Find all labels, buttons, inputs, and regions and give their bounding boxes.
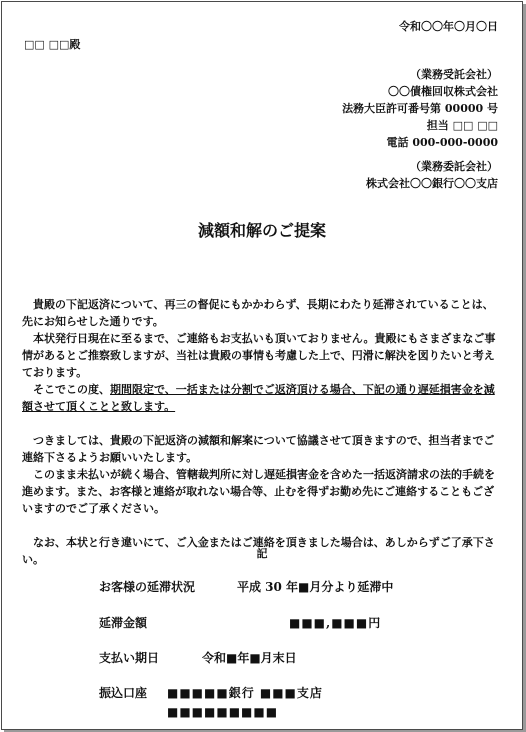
detail-deadline [99, 650, 297, 667]
sender-person: 担当 □□ □□ [426, 119, 498, 132]
account-number: ■■■■■■■■■ [167, 705, 279, 719]
addressee: □□ □□殿 [24, 38, 81, 51]
status-value: 平成 30 年■月分より延滞中 [237, 580, 394, 594]
detail-status [99, 579, 393, 596]
letter-date: 令和〇〇年〇月〇日 [399, 20, 498, 33]
sender-company: 〇〇債権回収株式会社 [388, 85, 498, 98]
body-paragraph-5: このまま未払いが続く場合、管轄裁判所に対し遅延損害金を含めた一括返済請求の法的手続を進めます。また、お客様と連絡が取れない場合等、止むを得ずお勤め先にご連絡することもございますのでご了承ください。 [22, 468, 495, 515]
sender-license: 法務大臣許可番号第 00000 号 [342, 102, 498, 115]
amount-label: 延滞金額 [99, 616, 148, 630]
deadline-label: 支払い期日 [99, 651, 160, 665]
letter-body [22, 296, 502, 568]
sender-role: （業務受託会社） [410, 68, 498, 81]
account-bank: ■■■■■銀行 ■■■支店 [167, 686, 323, 700]
letter-title: 減額和解のご提案 [197, 221, 326, 240]
body-paragraph-4: つきましては、貴殿の下記返済の減額和解案について協議させて頂きますので、担当者までご連絡下さるようお願いいたします。 [22, 434, 495, 464]
sender-block [342, 66, 498, 151]
body-paragraph-3: そこでこの度、期間限定で、一括または分割でご返済頂ける場合、下記の通り遅延損害金を減額させて頂くことと致します。 [22, 383, 495, 413]
status-label: お客様の延滞状況 [99, 580, 196, 594]
body-paragraph-2: 本状発行日現在に至るまで、ご連絡もお支払いも頂いておりません。貴殿にもさまざまなご事情があるとご推察致しますが、当社は貴殿の事情も考慮した上で、円滑に解決を図りたいと考えております。 [22, 332, 496, 379]
consignor-block [366, 158, 498, 192]
sender-phone: 電話 000-000-0000 [386, 136, 498, 149]
underlined-offer: 期間限定で、一括または分割でご返済頂ける場合、下記の通り遅延損害金を減額させて頂くことと致します。 [22, 383, 495, 413]
body-paragraph-1: 貴殿の下記返済について、再三の督促にもかかわらず、長期にわたり延滞されていることは、先にお知らせした通りです。 [22, 298, 494, 328]
ki-heading: 記 [256, 547, 268, 560]
body-paragraph-6: なお、本状と行き違いにて、ご入金またはご連絡を頂きました場合は、あしからずご了承下さい。 [22, 536, 495, 566]
account-label: 振込口座 [99, 686, 148, 700]
consignor-role: （業務委託会社） [410, 160, 498, 173]
deadline-value: 令和■年■月末日 [202, 651, 297, 665]
detail-amount [99, 615, 381, 632]
consignor-company: 株式会社〇〇銀行〇〇支店 [366, 177, 498, 190]
letter-page [1, 1, 523, 730]
amount-value: ■■■,■■■円 [289, 616, 382, 630]
detail-account [99, 685, 323, 702]
